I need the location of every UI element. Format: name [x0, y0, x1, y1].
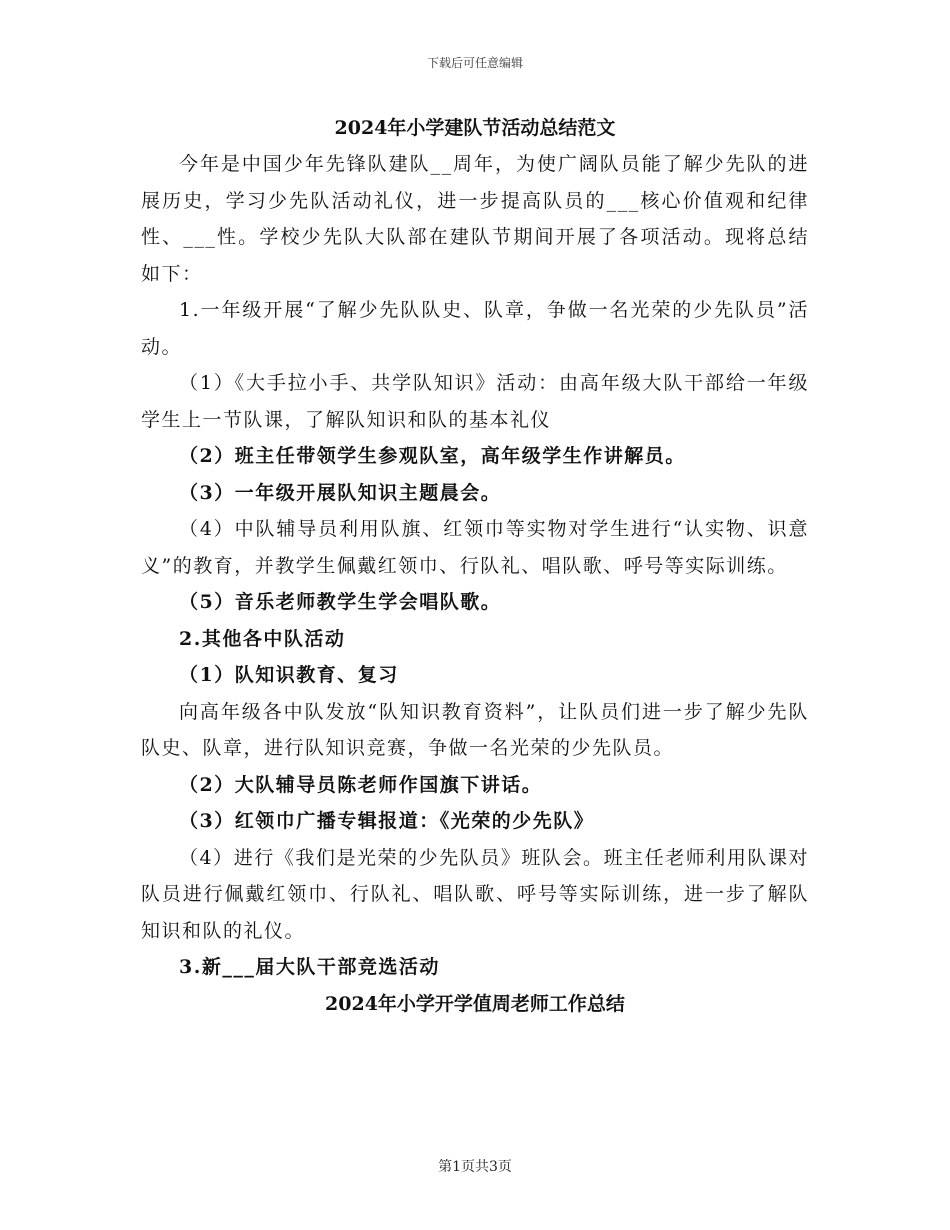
paragraph-item-1-3: （3）一年级开展队知识主题晨会。: [179, 481, 502, 504]
paragraph-item-2-2: （2）大队辅导员陈老师作国旗下讲话。: [179, 773, 543, 796]
paragraph-item-2: 2.其他各中队活动: [179, 627, 346, 650]
paragraph-item-2-4: （4）进行《我们是光荣的少先队员》班队会。班主任老师利用队课对队员进行佩戴红领巾、行队礼、唱队歌、呼号等实际训练，进一步了解队知识和队的礼仪。: [141, 846, 809, 942]
next-document-title: 2024年小学开学值周老师工作总结: [325, 992, 625, 1015]
page-footer-number: 第1页共3页: [438, 1159, 512, 1175]
paragraph-item-1-1: （1）《大手拉小手、共学队知识》活动：由高年级大队干部给一年级学生上一节队课，了解队知识和队的基本礼仪: [141, 372, 809, 431]
document-title: 2024年小学建队节活动总结范文: [334, 117, 616, 139]
paragraph-intro: 今年是中国少年先锋队建队__周年，为使广阔队员能了解少先队的进展历史，学习少先队活动礼仪，进一步提高队员的___核心价值观和纪律性、___性。学校少先队大队部在建队节期间开展了各项活动。现将总结如下：: [141, 153, 809, 285]
paragraph-item-3: 3.新___届大队干部竞选活动: [179, 956, 440, 978]
document-body: [141, 110, 809, 1022]
paragraph-item-2-3: （3）红领巾广播专辑报道：《光荣的少先队》: [179, 810, 595, 832]
page-header-note: 下载后可任意编辑: [426, 56, 523, 70]
paragraph-item-1: 1.一年级开展“了解少先队队史、队章，争做一名光荣的少先队员”活动。: [141, 299, 809, 358]
paragraph-item-2-1: （1）队知识教育、复习: [179, 664, 399, 686]
paragraph-item-1-4: （4）中队辅导员利用队旗、红领巾等实物对学生进行“认实物、识意义”的教育，并教学生佩戴红领巾、行队礼、唱队歌、呼号等实际训练。: [141, 518, 809, 577]
paragraph-item-2-1-body: 向高年级各中队发放“队知识教育资料”，让队员们进一步了解少先队队史、队章，进行队知识竞赛，争做一名光荣的少先队员。: [141, 700, 809, 759]
paragraph-item-1-5: （5）音乐老师教学生学会唱队歌。: [179, 591, 502, 613]
paragraph-item-1-2: （2）班主任带领学生参观队室，高年级学生作讲解员。: [179, 445, 686, 467]
